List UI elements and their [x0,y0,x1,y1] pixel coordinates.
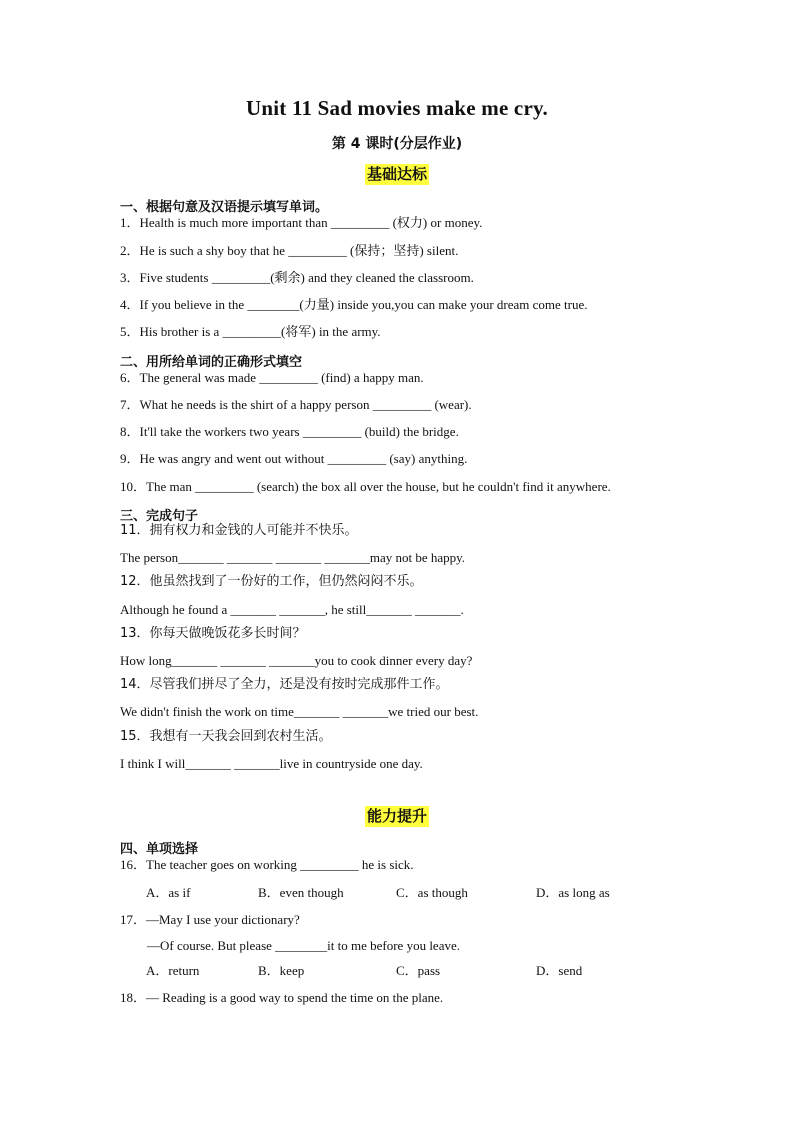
q16-option-d: D．as long as [536,885,610,900]
question-13-english: How long_______ _______ _______you to cook dinner every day? [120,653,473,668]
question-15-english: I think I will_______ _______live in countryside one day. [120,756,423,771]
question-4: 4．If you believe in the ________(力量) inside you,you can make your dream come true. [120,297,588,312]
question-17-prompt: 17．—May I use your dictionary? [120,912,300,927]
question-14-english: We didn't finish the work on time_______ _______we tried our best. [120,704,479,719]
q17-option-b: B．keep [258,963,305,978]
question-14-chinese: 14．尽管我们拼尽了全力，还是没有按时完成那件工作。 [120,677,449,692]
section-1-heading: 一、根据句意及汉语提示填写单词。 [120,200,329,215]
question-10: 10．The man _________ (search) the box all over the house, but he couldn't find it anywhere. [120,479,611,494]
section-3-heading: 三、完成句子 [120,509,199,524]
q16-option-c: C．as though [396,885,468,900]
question-7: 7．What he needs is the shirt of a happy person _________ (wear). [120,397,472,412]
question-3: 3．Five students _________(剩余) and they cleaned the classroom. [120,270,474,285]
basic-badge-wrap [0,164,794,185]
question-9: 9．He was angry and went out without _________ (say) anything. [120,451,468,466]
question-2: 2．He is such a shy boy that he _________ (保持；坚持) silent. [120,243,459,258]
question-13-chinese: 13．你每天做晚饭花多长时间？ [120,626,306,641]
question-17-reply: —Of course. But please ________it to me before you leave. [147,938,460,953]
basic-level-badge: 基础达标 [366,165,427,183]
q16-option-a: A．as if [146,885,191,900]
advanced-badge-wrap [0,806,794,827]
question-11-chinese: 11．拥有权力和金钱的人可能并不快乐。 [120,523,358,538]
question-8: 8．It'll take the workers two years _________ (build) the bridge. [120,424,459,439]
question-18: 18．— Reading is a good way to spend the time on the plane. [120,990,444,1005]
advanced-level-badge: 能力提升 [366,807,427,825]
page-title: Unit 11 Sad movies make me cry. [246,96,548,120]
question-12-chinese: 12．他虽然找到了一份好的工作，但仍然闷闷不乐。 [120,574,423,589]
question-11-english: The person_______ _______ _______ _______may not be happy. [120,550,466,565]
q16-option-b: B．even though [258,885,344,900]
section-4-heading: 四、单项选择 [120,842,199,857]
q17-option-c: C．pass [396,963,441,978]
question-15-chinese: 15．我想有一天我会回到农村生活。 [120,729,332,744]
question-12-english: Although he found a _______ _______, he still_______ _______. [120,602,464,617]
question-1: 1．Health is much more important than _________ (权力) or money. [120,215,483,230]
q17-option-d: D．send [536,963,583,978]
section-2-heading: 二、用所给单词的正确形式填空 [120,355,303,370]
q17-option-a: A．return [146,963,200,978]
question-16: 16．The teacher goes on working _________ he is sick. [120,857,414,872]
question-5: 5．His brother is a _________(将军) in the army. [120,324,381,339]
page-subtitle: 第 4 课时(分层作业) [331,136,463,152]
question-6: 6．The general was made _________ (find) a happy man. [120,370,424,385]
